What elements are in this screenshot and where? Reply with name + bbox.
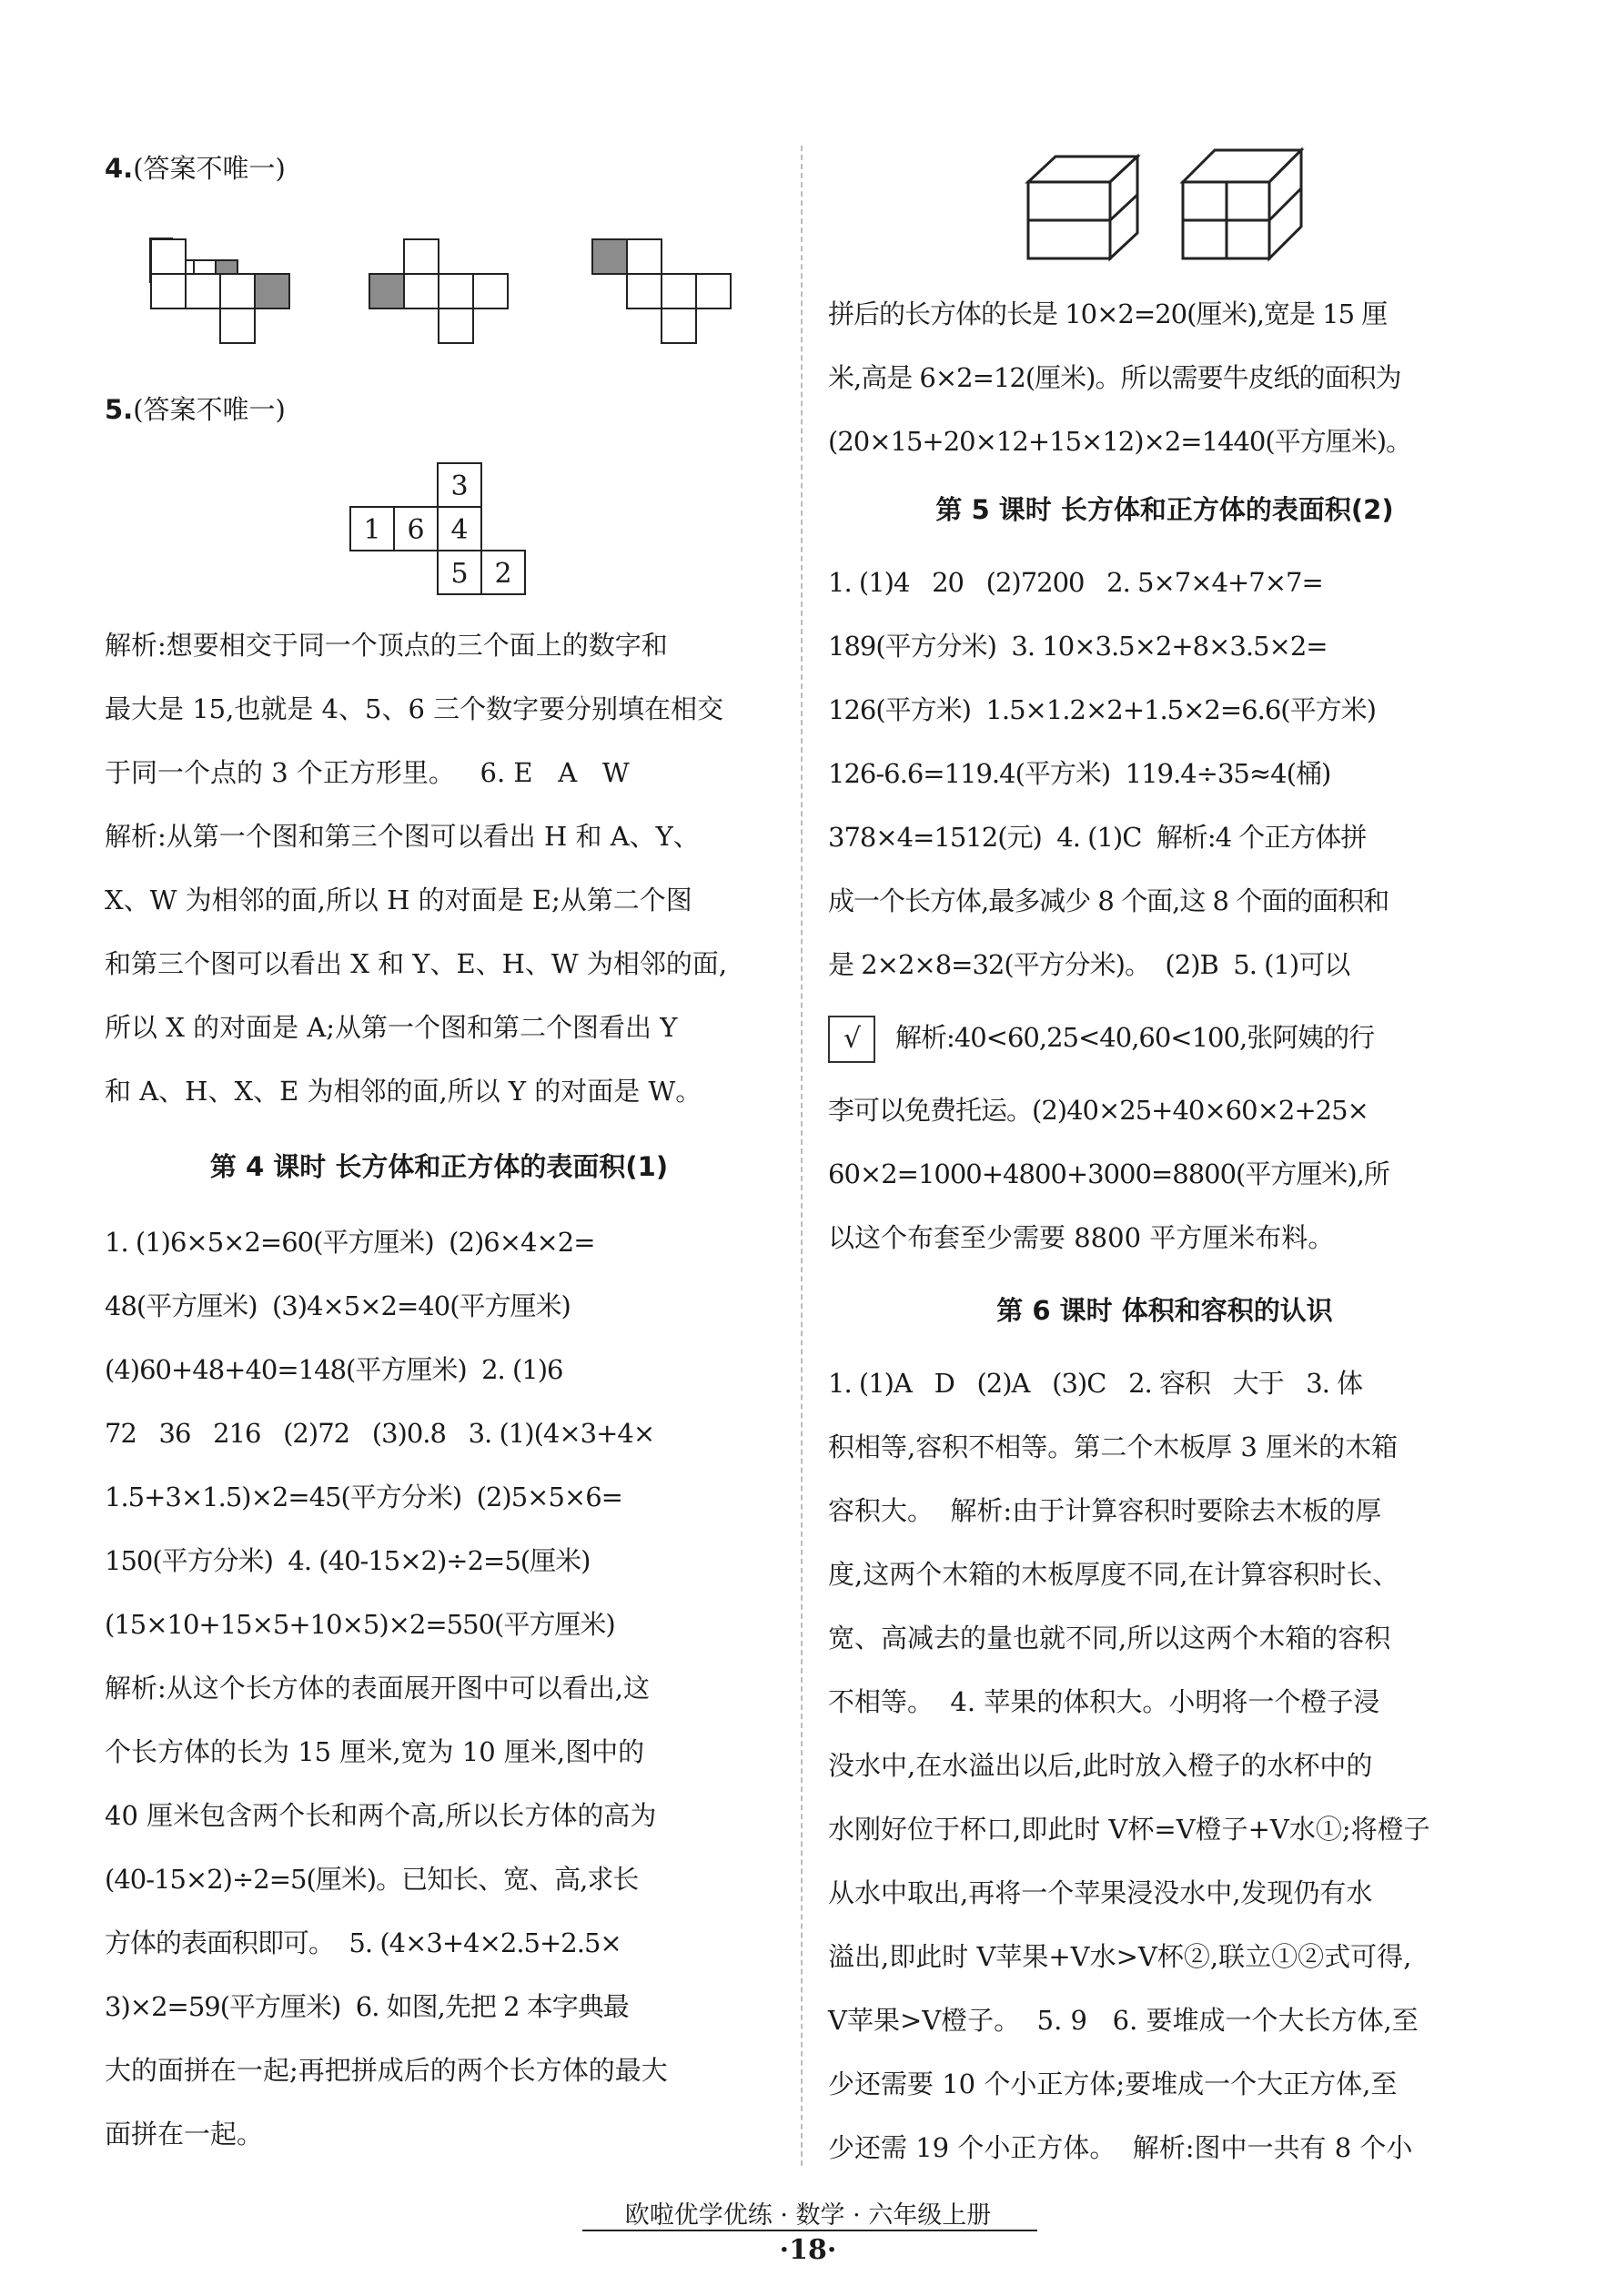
text-line: 方体的表面积即可。 5. (4×3+4×2.5+2.5× xyxy=(105,1927,621,1958)
text-line: 个长方体的长为 15 厘米,宽为 10 厘米,图中的 xyxy=(105,1736,645,1767)
page-number: ·18· xyxy=(779,2234,837,2266)
q4-net-1 xyxy=(150,238,332,348)
text-line: 宽、高减去的量也就不同,所以这两个木箱的容积 xyxy=(828,1623,1391,1654)
section-heading-5: 第 5 课时 长方体和正方体的表面积(2) xyxy=(935,494,1394,525)
text-line: 解析:从第一个图和第三个图可以看出 H 和 A、Y、 xyxy=(105,821,700,852)
text-line: 解析:从这个长方体的表面展开图中可以看出,这 xyxy=(105,1673,650,1704)
series-title: 欧啦优学优练 · 数学 · 六年级上册 xyxy=(624,2201,992,2230)
text-line: 溢出,即此时 V苹果+V水>V杯②,联立①②式可得, xyxy=(828,1941,1412,1972)
net-digit: 2 xyxy=(494,558,512,590)
text-line: X、W 为相邻的面,所以 H 的对面是 E;从第二个图 xyxy=(105,885,692,915)
text-line: 从水中取出,再将一个苹果浸没水中,发现仍有水 xyxy=(828,1877,1373,1908)
check-mark-box: √ xyxy=(828,1016,875,1063)
text-line: 150(平方分米) 4. (40-15×2)÷2=5(厘米) xyxy=(105,1545,591,1576)
stacked-cuboids-figure xyxy=(1019,146,1319,273)
text-line: 解析:想要相交于同一个顶点的三个面上的数字和 xyxy=(105,630,668,661)
text-line: 拼后的长方体的长是 10×2=20(厘米),宽是 15 厘 xyxy=(828,298,1388,329)
text-line: 不相等。 4. 苹果的体积大。小明将一个橙子浸 xyxy=(828,1686,1380,1717)
footer-rule xyxy=(582,2230,1037,2231)
text-line: (15×10+15×5+10×5)×2=550(平方厘米) xyxy=(105,1609,615,1640)
text-line: 3)×2=59(平方厘米) 6. 如图,先把 2 本字典最 xyxy=(105,1991,629,2022)
text-line: 成一个长方体,最多减少 8 个面,这 8 个面的面积和 xyxy=(828,885,1389,916)
text-line: 少还需要 10 个小正方体;要堆成一个大正方体,至 xyxy=(828,2068,1398,2099)
text-line: 48(平方厘米) (3)4×5×2=40(平方厘米) xyxy=(105,1290,571,1321)
text-line: 40 厘米包含两个长和两个高,所以长方体的高为 xyxy=(105,1800,657,1831)
q4-net-3 xyxy=(591,238,773,348)
text-line: 李可以免费托运。(2)40×25+40×60×2+25× xyxy=(828,1095,1369,1126)
text-line: 和 A、H、X、E 为相邻的面,所以 Y 的对面是 W。 xyxy=(105,1076,702,1107)
text-line: 189(平方分米) 3. 10×3.5×2+8×3.5×2= xyxy=(828,631,1328,662)
text-line: 没水中,在水溢出以后,此时放入橙子的水杯中的 xyxy=(828,1750,1373,1781)
text-line: 1.5+3×1.5)×2=45(平方分米) (2)5×5×6= xyxy=(105,1482,622,1512)
text-line: 60×2=1000+4800+3000=8800(平方厘米),所 xyxy=(828,1158,1389,1189)
text-line: 126-6.6=119.4(平方米) 119.4÷35≈4(桶) xyxy=(828,758,1331,789)
q5-header: 5.(答案不唯一) xyxy=(105,394,286,425)
section-heading-6: 第 6 课时 体积和容积的认识 xyxy=(996,1295,1333,1326)
text-line: 是 2×2×8=32(平方分米)。 (2)B 5. (1)可以 xyxy=(828,949,1350,980)
text-line: 容积大。 解析:由于计算容积时要除去木板的厚 xyxy=(828,1495,1382,1526)
text-line: 1. (1)4 20 (2)7200 2. 5×7×4+7×7= xyxy=(828,567,1323,598)
text-line: 最大是 15,也就是 4、5、6 三个数字要分别填在相交 xyxy=(105,693,724,724)
column-divider xyxy=(801,146,803,2166)
net-digit: 4 xyxy=(450,514,469,546)
text-line: 1. (1)A D (2)A (3)C 2. 容积 大于 3. 体 xyxy=(828,1368,1363,1399)
text-line: √ 解析:40<60,25<40,60<100,张阿姨的行 xyxy=(828,1006,1501,1069)
text-line: 水刚好位于杯口,即此时 V杯=V橙子+V水①;将橙子 xyxy=(828,1814,1430,1845)
q4-net-2 xyxy=(369,238,550,348)
net-digit: 1 xyxy=(363,514,381,546)
q5-numbered-net xyxy=(350,462,532,599)
text-line: 大的面拼在一起;再把拼成后的两个长方体的最大 xyxy=(105,2055,668,2086)
text-line: (4)60+48+40=148(平方厘米) 2. (1)6 xyxy=(105,1354,563,1385)
text-line: 所以 X 的对面是 A;从第一个图和第二个图看出 Y xyxy=(105,1012,678,1043)
q4-header: 4.(答案不唯一) xyxy=(105,153,286,184)
text-line: 72 36 216 (2)72 (3)0.8 3. (1)(4×3+4× xyxy=(105,1418,655,1449)
text-line: (40-15×2)÷2=5(厘米)。已知长、宽、高,求长 xyxy=(105,1864,639,1895)
text-line: 米,高是 6×2=12(厘米)。所以需要牛皮纸的面积为 xyxy=(828,362,1401,393)
text-line: 1. (1)6×5×2=60(平方厘米) (2)6×4×2= xyxy=(105,1227,595,1258)
text-line: 度,这两个木箱的木板厚度不同,在计算容积时长、 xyxy=(828,1559,1399,1590)
net-digit: 6 xyxy=(407,514,425,546)
text-line: 少还需 19 个小正方体。 解析:图中一共有 8 个小 xyxy=(828,2132,1413,2163)
net-digit: 5 xyxy=(450,558,469,590)
text-line: 378×4=1512(元) 4. (1)C 解析:4 个正方体拼 xyxy=(828,822,1367,853)
text-line: 积相等,容积不相等。第二个木板厚 3 厘米的木箱 xyxy=(828,1431,1399,1462)
text-line: V苹果>V橙子。 5. 9 6. 要堆成一个大长方体,至 xyxy=(828,2005,1419,2036)
section-heading-4: 第 4 课时 长方体和正方体的表面积(1) xyxy=(209,1151,669,1182)
text-line: 和第三个图可以看出 X 和 Y、E、H、W 为相邻的面, xyxy=(105,948,728,979)
text-line: (20×15+20×12+15×12)×2=1440(平方厘米)。 xyxy=(828,426,1412,457)
text-line: 面拼在一起。 xyxy=(105,2119,264,2149)
net-digit: 3 xyxy=(450,470,469,502)
text-line: 于同一个点的 3 个正方形里。 6. E A W xyxy=(105,757,630,788)
text-line: 以这个布套至少需要 8800 平方厘米布料。 xyxy=(828,1222,1335,1253)
text-line: 126(平方米) 1.5×1.2×2+1.5×2=6.6(平方米) xyxy=(828,694,1376,725)
